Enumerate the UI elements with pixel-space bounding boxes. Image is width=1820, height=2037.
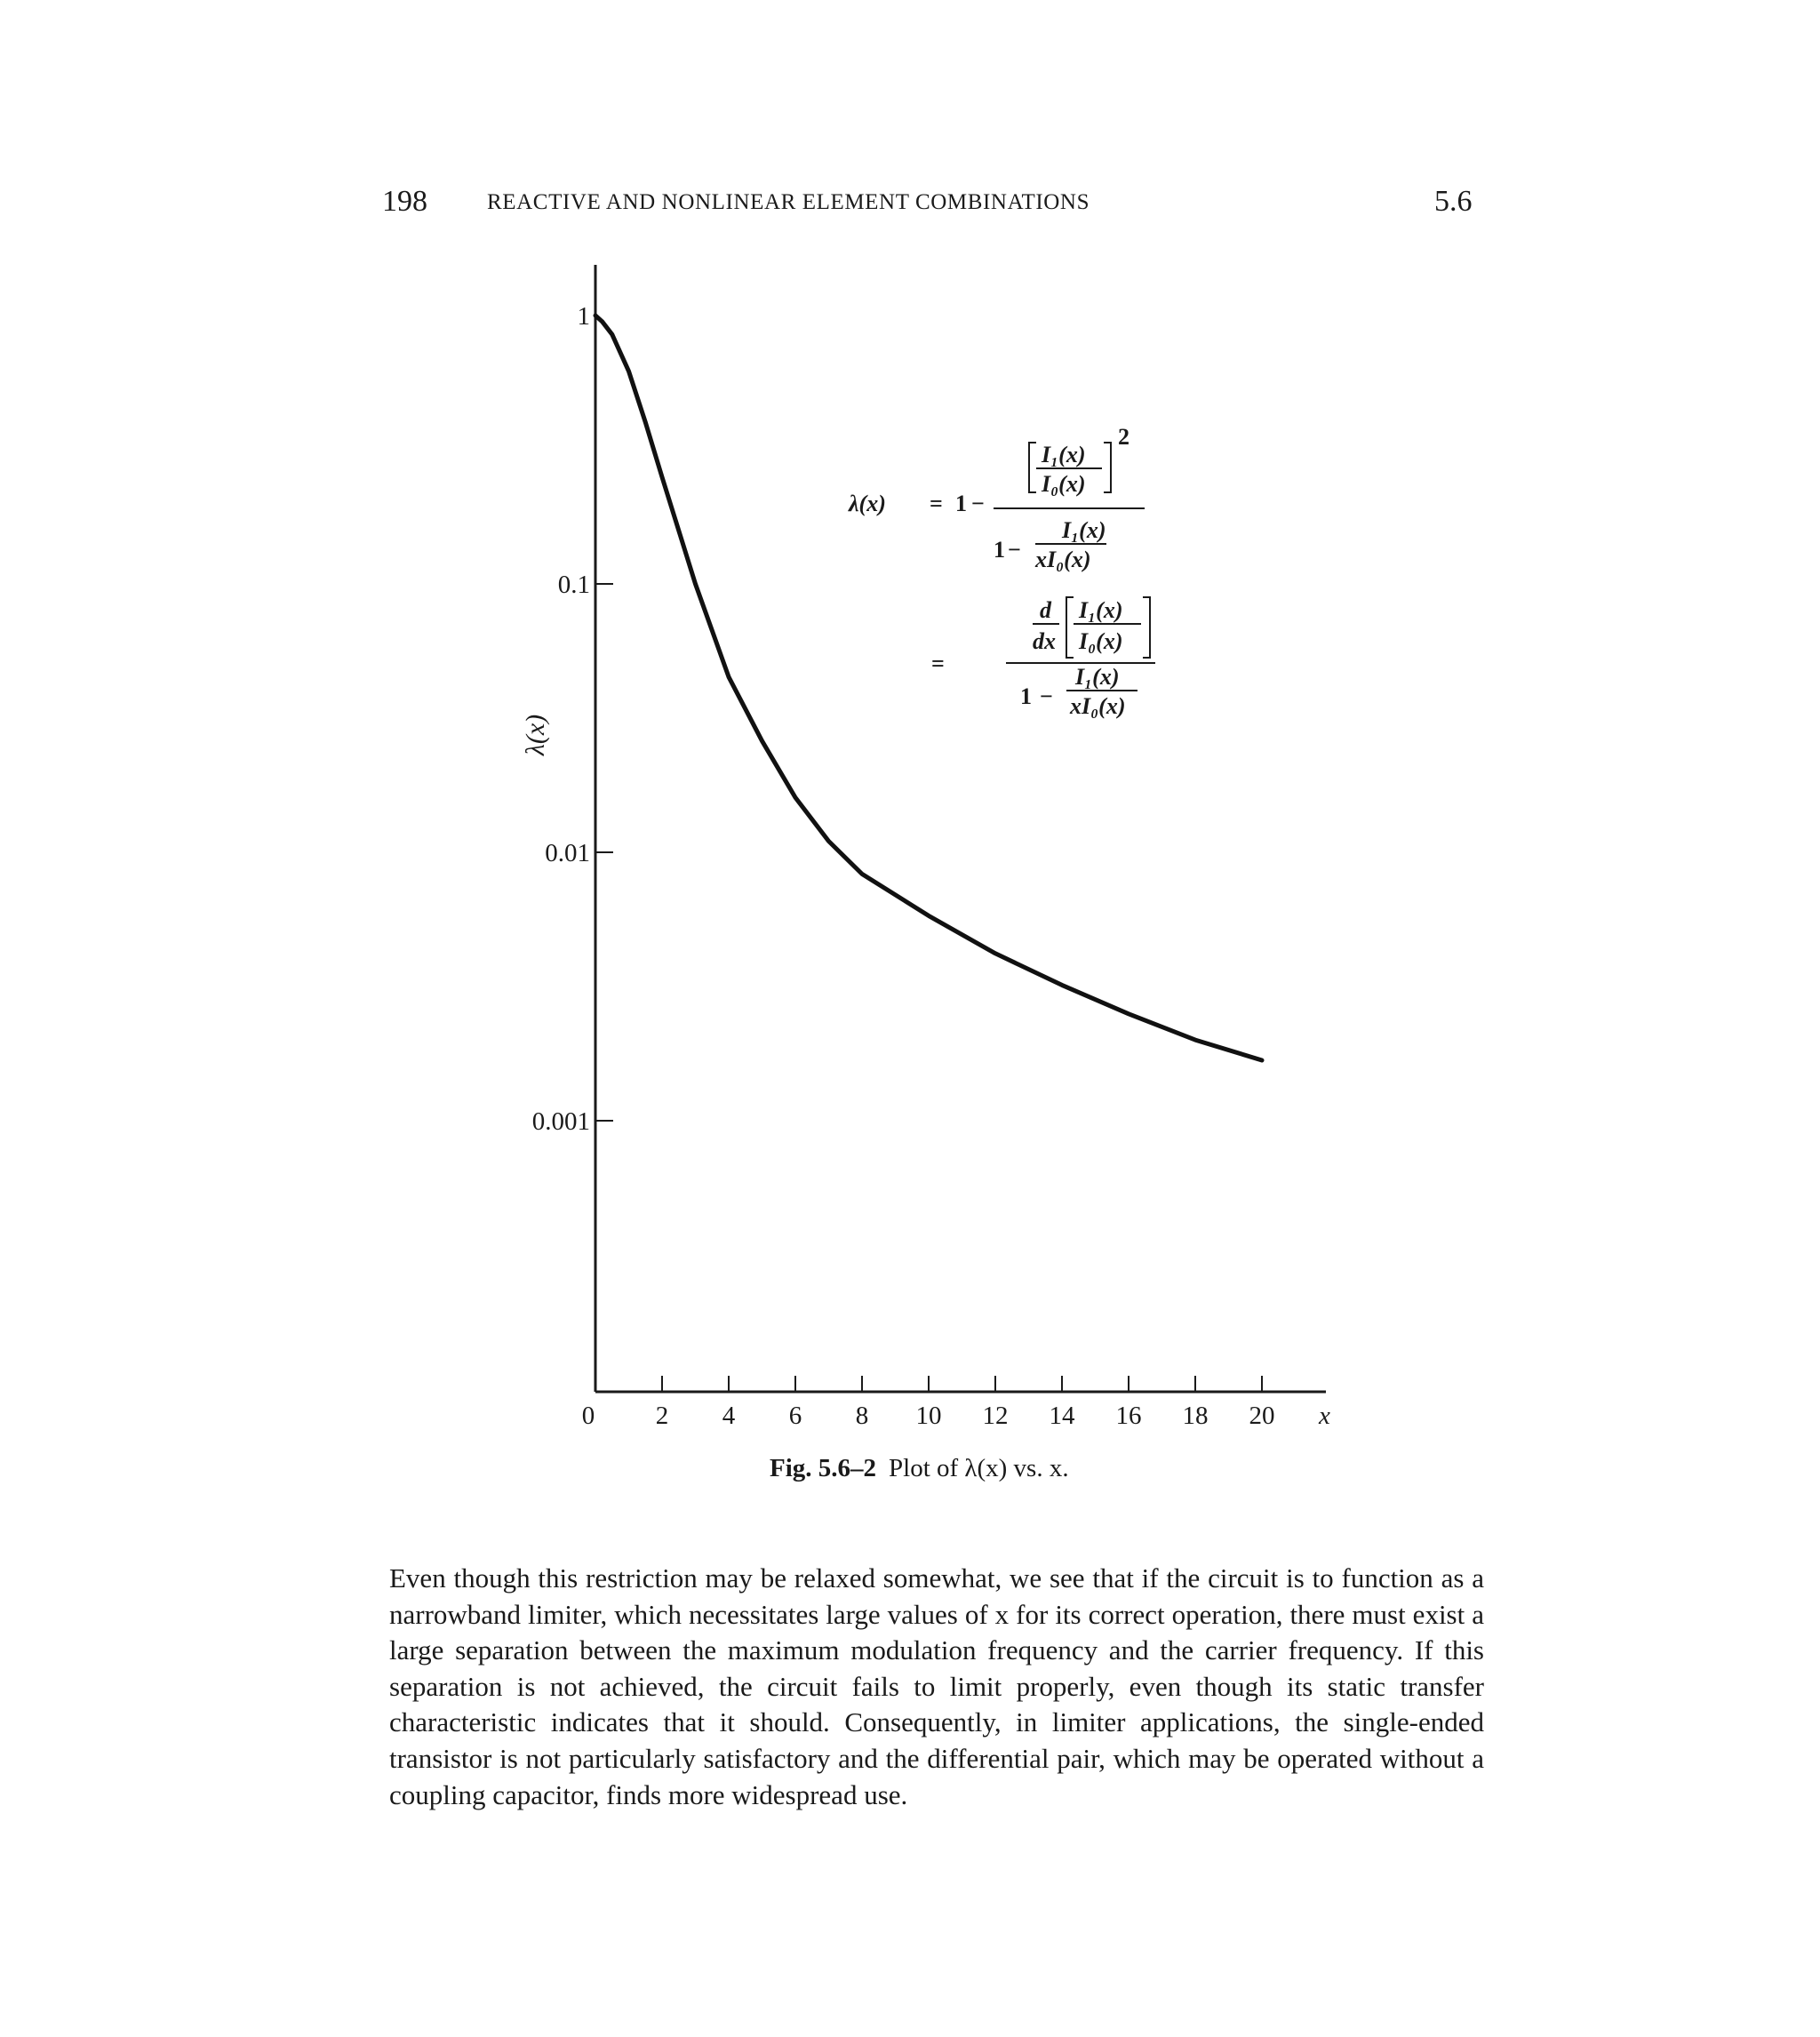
eq-square: 2 xyxy=(1118,424,1130,450)
eq-d: d xyxy=(1040,597,1051,623)
x-tick-label: 20 xyxy=(1249,1402,1275,1430)
y-tick-label: 0.001 xyxy=(531,1107,590,1136)
x-tick-label: 12 xyxy=(982,1402,1009,1430)
eq-num-i1-1: I₁(x) xyxy=(1042,442,1086,467)
eq-minus-2: − xyxy=(1008,537,1021,563)
x-tick-label: 2 xyxy=(655,1402,669,1430)
figure-caption-text: Plot of λ(x) vs. x. xyxy=(889,1454,1069,1482)
eq-equals-1: = xyxy=(930,491,943,516)
figure-label: Fig. 5.6–2 xyxy=(770,1454,877,1482)
x-tick-label: 6 xyxy=(788,1402,802,1430)
x-tick-label: 0 xyxy=(581,1402,595,1430)
eq-num-i1-2: I₁(x) xyxy=(1062,517,1106,543)
eq-minus-1: − xyxy=(971,491,985,516)
plot-axes xyxy=(595,265,1326,1392)
y-tick-label: 0.1 xyxy=(557,571,590,599)
x-tick-label: 18 xyxy=(1182,1402,1209,1430)
page-number: 198 xyxy=(382,185,427,218)
x-tick-label: 4 xyxy=(722,1402,736,1430)
plot-labels xyxy=(521,302,1330,1430)
eq-den-i0-1: I₀(x) xyxy=(1042,471,1086,497)
x-tick-label: 10 xyxy=(915,1402,942,1430)
y-tick-label: 1 xyxy=(577,302,590,331)
eq-num-i1-4: I₁(x) xyxy=(1075,664,1120,690)
section-number: 5.6 xyxy=(1434,185,1473,218)
y-axis-label: λ(x) xyxy=(521,714,550,756)
x-tick-label: 14 xyxy=(1049,1402,1075,1430)
running-head: REACTIVE AND NONLINEAR ELEMENT COMBINATIONS xyxy=(487,190,1090,214)
plot-curve-layer xyxy=(595,316,1262,1060)
eq-dx: dx xyxy=(1033,628,1056,654)
eq-one-2: 1 xyxy=(994,537,1005,563)
eq-num-i1-3: I₁(x) xyxy=(1079,597,1123,623)
eq-one-3: 1 xyxy=(1020,683,1032,709)
body-paragraph: Even though this restriction may be relaxed somewhat, we see that if the circuit is to function as a narrowband limiter, which necessitates large values of x for its correct operation, there must exist a large separation between the maximum modulation frequency and the carrier frequency. If this separation is not achieved, the circuit fails to limit properly, even though its static transfer characteristic indicates that it should. Consequently, in limiter applications, the single-ended transistor is not particularly satisfactory and the differential pair, which may be operated without a coupling capacitor, finds more widespread use. xyxy=(389,1562,1484,1810)
eq-lhs: λ(x) xyxy=(849,491,886,516)
eq-den-i0-2: I₀(x) xyxy=(1079,628,1123,654)
x-tick-label: 8 xyxy=(855,1402,869,1430)
eq-equals-2: = xyxy=(931,651,945,676)
eq-den-xi0-2: xI₀(x) xyxy=(1070,693,1126,719)
eq-one-1: 1 xyxy=(955,491,967,516)
plot-ticks xyxy=(595,584,1262,1392)
lambda-curve xyxy=(595,316,1262,1060)
eq-den-xi0-1: xI₀(x) xyxy=(1035,547,1091,572)
x-axis-label: x xyxy=(1319,1402,1330,1430)
lambda-equation xyxy=(848,424,1155,719)
eq-minus-3: − xyxy=(1040,683,1053,709)
x-tick-label: 16 xyxy=(1115,1402,1142,1430)
y-tick-label: 0.01 xyxy=(545,839,590,867)
figure-caption xyxy=(770,1454,1069,1483)
